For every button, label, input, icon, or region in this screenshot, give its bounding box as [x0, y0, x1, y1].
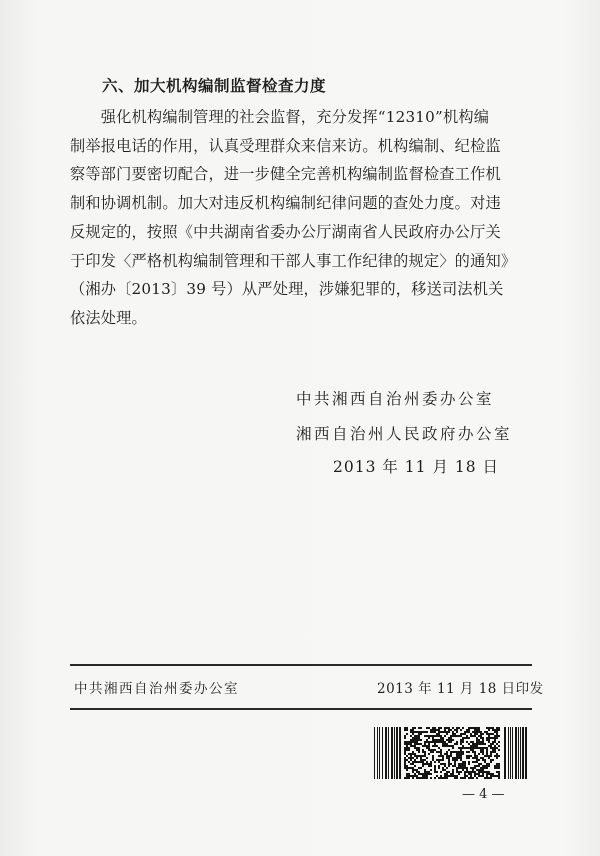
signature-org-government-office: 湘西自治州人民政府办公室 — [296, 425, 513, 443]
footer-rule-top — [70, 664, 532, 666]
page-number: — 4 — — [462, 787, 505, 802]
section-body — [70, 103, 534, 333]
footer-printed-date: 2013 年 11 月 18 日印发 — [377, 681, 544, 697]
barcode-left-bars — [374, 727, 401, 779]
footer-issuer: 中共湘西自治州委办公室 — [74, 681, 239, 697]
footer-rule-bottom — [70, 708, 532, 710]
body-line: 于印发〈严格机构编制管理和干部人事工作纪律的规定〉的通知》 — [70, 251, 517, 270]
document-barcode — [374, 727, 530, 779]
body-line: 依法处理。 — [70, 308, 147, 327]
body-line: （湘办〔2013〕39 号）从严处理，涉嫌犯罪的，移送司法机关 — [70, 280, 504, 299]
body-line: 反规定的，按照《中共湖南省委办公厅湖南省人民政府办公厅关 — [70, 222, 501, 241]
barcode-2d-code — [404, 727, 500, 779]
barcode-right-bars — [504, 727, 527, 779]
signature-date: 2013 年 11 月 18 日 — [333, 458, 500, 476]
body-line: 制和协调机制。加大对违反机构编制纪律问题的查处力度。对违 — [70, 194, 501, 213]
body-line: 察等部门要密切配合，进一步健全完善机构编制监督检查工作机 — [70, 165, 501, 184]
signature-org-party-office: 中共湘西自治州委办公室 — [296, 390, 495, 408]
body-line: 强化机构编制管理的社会监督，充分发挥“12310”机构编 — [70, 108, 490, 126]
section-heading: 六、加大机构编制监督检查力度 — [102, 77, 327, 95]
body-line: 制举报电话的作用，认真受理群众来信来访。机构编制、纪检监 — [70, 136, 501, 155]
